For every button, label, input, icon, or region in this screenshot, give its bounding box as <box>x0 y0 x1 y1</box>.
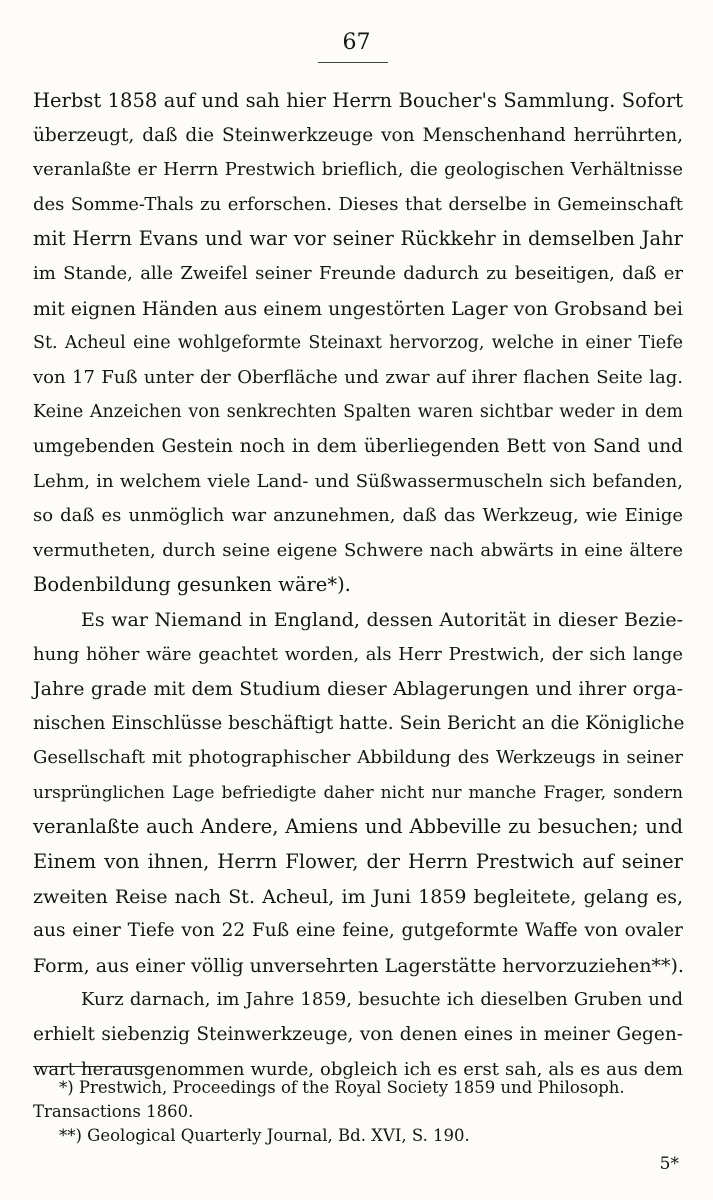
text-line: nischen Einschlüsse beschäftigt hatte. Sein Bericht an die Königliche <box>33 712 685 734</box>
footnote-1: *) Prestwich, Proceedings of the Royal Society 1859 und Philosoph. <box>59 1078 625 1097</box>
text-line: Einem von ihnen, Herrn Flower, der Herrn Prestwich auf seiner <box>33 850 683 874</box>
page-number: 67 <box>342 30 371 55</box>
footnote-2: **) Geological Quarterly Journal, Bd. XVI, S. 190. <box>59 1126 470 1145</box>
text-line: zweiten Reise nach St. Acheul, im Juni 1859 begleitete, gelang es, <box>33 885 683 908</box>
text-line: aus einer Tiefe von 22 Fuß eine feine, gutgeformte Waffe von ovaler <box>33 920 683 942</box>
text-line: Gesellschaft mit photographischer Abbildung des Werkzeugs in seiner <box>33 747 683 769</box>
text-line: veranlaßte auch Andere, Amiens und Abbeville zu besuchen; und <box>33 815 683 839</box>
text-line: Bodenbildung gesunken wäre*). <box>33 573 351 597</box>
footnote-rule <box>33 1066 145 1067</box>
text-line: Herbst 1858 auf und sah hier Herrn Boucher's Sammlung. Sofort <box>33 89 683 112</box>
footnote-1-continuation: Transactions 1860. <box>33 1102 194 1121</box>
text-line: mit eignen Händen aus einem ungestörten Lager von Grobsand bei <box>33 297 683 320</box>
text-line: Kurz darnach, im Jahre 1859, besuchte ich dieselben Gruben und <box>81 989 683 1011</box>
text-line: wart herausgenommen wurde, obgleich ich es erst sah, als es aus dem <box>33 1058 683 1080</box>
text-line: umgebenden Gestein noch in dem überliegenden Bett von Sand und <box>33 435 683 457</box>
text-line: ursprünglichen Lage befriedigte daher nicht nur manche Frager, sondern <box>33 782 683 803</box>
text-line: überzeugt, daß die Steinwerkzeuge von Menschenhand herrührten, <box>33 124 683 146</box>
text-line: veranlaßte er Herrn Prestwich brieflich, die geologischen Verhältnisse <box>33 159 683 181</box>
text-line: Keine Anzeichen von senkrechten Spalten waren sichtbar weder in dem <box>33 402 683 423</box>
text-line: im Stande, alle Zweifel seiner Freunde dadurch zu beseitigen, daß er <box>33 262 683 284</box>
body-text <box>33 84 683 1087</box>
text-line: von 17 Fuß unter der Oberfläche und zwar auf ihrer flachen Seite lag. <box>33 366 683 388</box>
header-rule <box>318 62 388 63</box>
text-line: des Somme-Thals zu erforschen. Dieses that derselbe in Gemeinschaft <box>33 193 683 215</box>
text-line: erhielt siebenzig Steinwerkzeuge, von denen eines in meiner Gegen- <box>33 1024 683 1046</box>
signature-mark: 5* <box>659 1154 679 1174</box>
text-line: so daß es unmöglich war anzunehmen, daß das Werkzeug, wie Einige <box>33 505 683 527</box>
footnotes <box>33 1076 683 1148</box>
text-line: mit Herrn Evans und war vor seiner Rückkehr in demselben Jahr <box>33 227 683 251</box>
text-line: vermutheten, durch seine eigene Schwere nach abwärts in eine ältere <box>33 539 683 561</box>
text-line: Es war Niemand in England, dessen Autorität in dieser Bezie- <box>81 608 683 631</box>
text-line: hung höher wäre geachtet worden, als Herr Prestwich, der sich lange <box>33 643 683 665</box>
text-line: Form, aus einer völlig unversehrten Lagerstätte hervorzuziehen**). <box>33 954 684 977</box>
text-line: Jahre grade mit dem Studium dieser Ablagerungen und ihrer orga- <box>33 678 683 701</box>
text-line: St. Acheul eine wohlgeformte Steinaxt hervorzog, welche in einer Tiefe <box>33 333 683 354</box>
text-line: Lehm, in welchem viele Land- und Süßwassermuscheln sich befanden, <box>33 470 683 492</box>
